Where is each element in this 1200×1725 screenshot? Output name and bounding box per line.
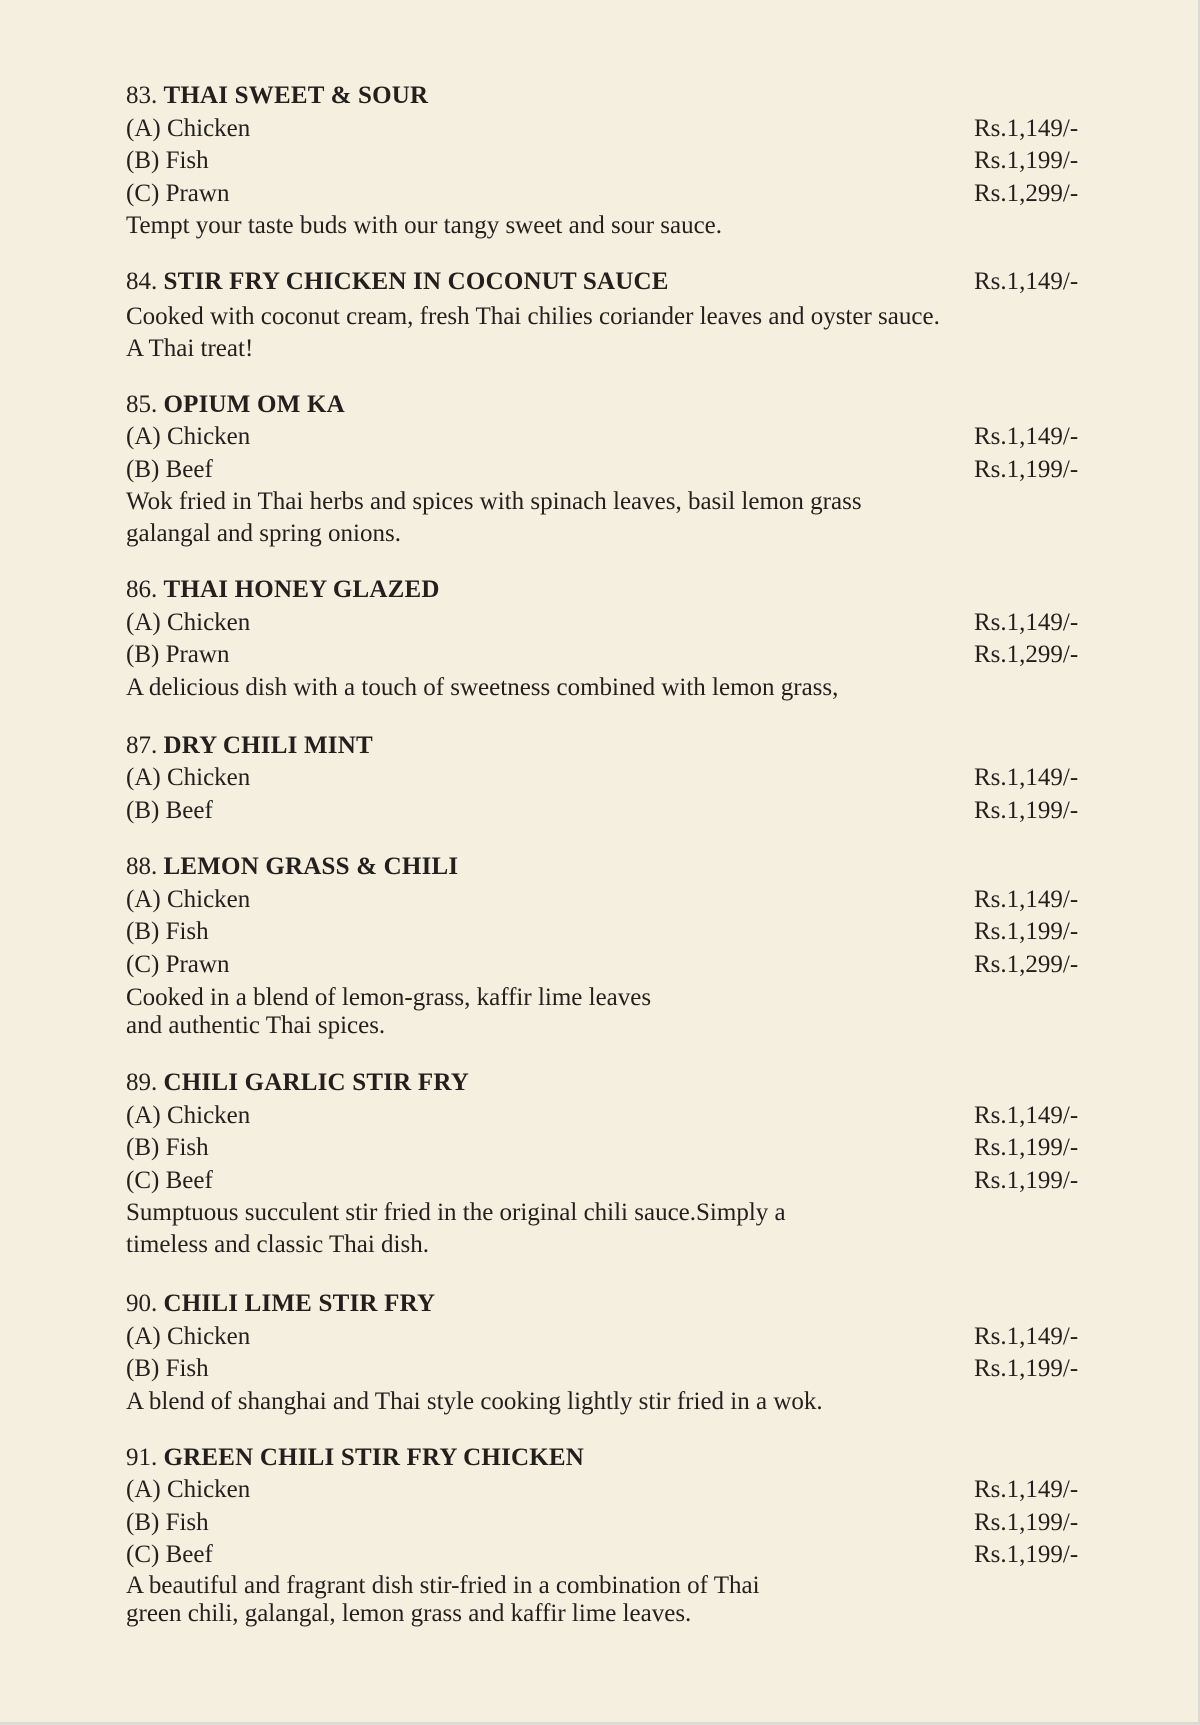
option-row [126,884,1086,917]
option-price: Rs.1,149/- [974,1322,1079,1350]
option-label: (B) Prawn [126,641,230,668]
item-number: 87. [126,731,158,759]
item-name: OPIUM OM KA [163,390,345,418]
option-price: Rs.1,199/- [974,1134,1079,1161]
item-description: Wok fried in Thai herbs and spices with spinach leaves, basil lemon grass galangal and spring onions. [126,488,862,547]
menu-item-91 [126,1442,1086,1628]
menu-item-83 [126,80,1086,242]
option-row [126,607,1086,640]
description-line: A beautiful and fragrant dish stir-fried in a combination of Thai [126,1571,760,1599]
item-description: A delicious dish with a touch of sweetness combined with lemon grass, [126,673,839,701]
item-number: 88. [126,853,158,880]
option-price: Rs.1,149/- [974,1101,1079,1129]
item-title-row [126,389,1086,422]
item-name: STIR FRY CHICKEN IN COCONUT SAUCE [163,268,669,295]
option-label: (A) Chicken [126,1101,251,1129]
option-row [126,762,1086,795]
option-price: Rs.1,149/- [974,764,1079,791]
item-description [126,984,946,1040]
item-title-row [126,574,1086,607]
item-title-row [126,1442,1086,1475]
item-description: A blend of shanghai and Thai style cooking lightly stir fried in a wok. [126,1387,823,1415]
item-title-row [126,80,1086,113]
option-label: (A) Chicken [126,423,251,450]
item-title-row [126,1067,1086,1100]
option-price: Rs.1,149/- [974,1476,1079,1503]
item-name: GREEN CHILI STIR FRY CHICKEN [163,1443,585,1471]
option-label: (B) Fish [126,1134,209,1161]
option-row [126,949,1086,982]
option-row [126,916,1086,949]
option-label: (C) Beef [126,1166,213,1194]
item-name: LEMON GRASS & CHILI [163,853,459,880]
option-label: (B) Fish [126,918,209,945]
item-description [126,1572,946,1628]
option-label: (A) Chicken [126,764,251,791]
item-title-row [126,1288,1086,1321]
option-label: (C) Prawn [126,179,230,207]
option-row [126,1132,1086,1165]
option-label: (C) Beef [126,1541,213,1568]
option-price: Rs.1,199/- [974,1355,1079,1382]
item-price: Rs.1,149/- [974,268,1079,295]
option-label: (B) Beef [126,455,213,483]
option-price: Rs.1,149/- [974,114,1079,142]
item-description: Tempt your taste buds with our tangy sweet and sour sauce. [126,212,723,239]
option-price: Rs.1,199/- [974,147,1079,174]
option-row [126,421,1086,454]
description-line: and authentic Thai spices. [126,1012,386,1039]
option-row [126,454,1086,487]
item-number: 83. [126,82,158,109]
item-name: CHILI GARLIC STIR FRY [163,1069,469,1096]
menu-item-85 [126,389,1086,551]
item-number: 89. [126,1069,158,1096]
option-price: Rs.1,199/- [974,796,1079,824]
option-label: (B) Fish [126,147,209,174]
option-label: (B) Fish [126,1355,209,1382]
menu-item-90 [126,1288,1086,1418]
menu-list [126,80,1086,1628]
option-price: Rs.1,199/- [974,455,1079,483]
option-label: (B) Beef [126,796,213,824]
option-row [126,1100,1086,1133]
option-label: (A) Chicken [126,885,251,913]
menu-item-89 [126,1067,1086,1261]
menu-item-87 [126,730,1086,828]
item-title-row [126,730,1086,763]
option-row [126,1165,1086,1198]
option-price: Rs.1,149/- [974,885,1079,913]
item-title-row [126,266,1086,299]
option-row [126,1539,1086,1572]
option-row [126,1353,1086,1386]
option-price: Rs.1,149/- [974,608,1079,636]
item-number: 86. [126,576,158,603]
item-number: 90. [126,1290,158,1317]
description-line: timeless and classic Thai dish. [126,1231,429,1258]
option-label: (A) Chicken [126,1322,251,1350]
item-name: DRY CHILI MINT [163,731,373,759]
menu-item-84 [126,266,1086,365]
option-row [126,1474,1086,1507]
description-line: Cooked in a blend of lemon-grass, kaffir lime leaves [126,984,652,1011]
option-label: (A) Chicken [126,114,251,142]
option-label: (C) Prawn [126,950,230,978]
option-price: Rs.1,299/- [974,950,1079,978]
item-number: 85. [126,390,158,418]
option-label: (B) Fish [126,1508,209,1536]
menu-item-88 [126,851,1086,1040]
option-row [126,178,1086,211]
option-price: Rs.1,299/- [974,179,1079,207]
item-description: Cooked with coconut cream, fresh Thai chilies coriander leaves and oyster sauce. A Thai treat! [126,302,940,362]
item-number: 84. [126,268,158,295]
item-title-row [126,851,1086,884]
option-label: (A) Chicken [126,1476,251,1503]
option-row [126,639,1086,672]
option-row [126,1321,1086,1354]
option-label: (A) Chicken [126,608,251,636]
item-name: THAI SWEET & SOUR [163,82,429,109]
item-description [126,1197,946,1261]
option-price: Rs.1,299/- [974,641,1079,668]
option-row [126,795,1086,828]
option-row [126,145,1086,178]
menu-item-86 [126,574,1086,704]
description-line: Sumptuous succulent stir fried in the original chili sauce.Simply a [126,1199,786,1226]
option-price: Rs.1,199/- [974,1508,1079,1536]
item-name: CHILI LIME STIR FRY [163,1290,436,1317]
description-line: green chili, galangal, lemon grass and kaffir lime leaves. [126,1599,692,1627]
option-price: Rs.1,199/- [974,1166,1079,1194]
option-row [126,113,1086,146]
option-row [126,1507,1086,1540]
option-price: Rs.1,149/- [974,423,1079,450]
option-price: Rs.1,199/- [974,918,1079,945]
item-name: THAI HONEY GLAZED [163,576,440,603]
option-price: Rs.1,199/- [974,1541,1079,1568]
item-number: 91. [126,1443,158,1471]
